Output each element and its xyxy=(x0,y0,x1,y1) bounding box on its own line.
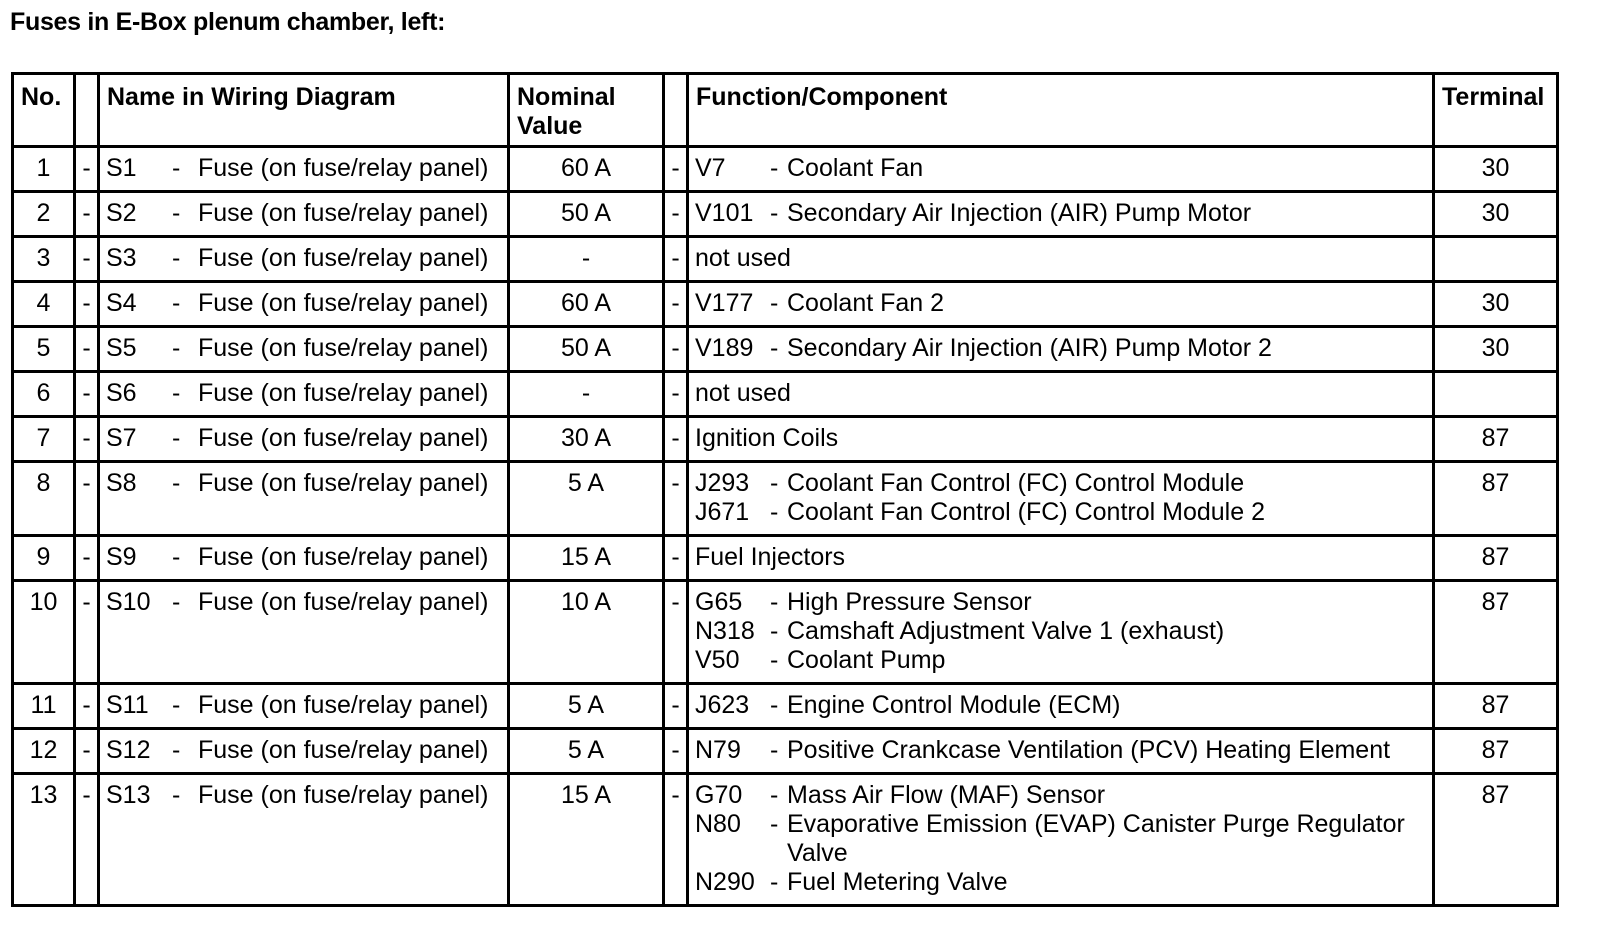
fuse-number: 8 xyxy=(13,462,75,536)
wiring-name-cell xyxy=(99,417,509,462)
component-description: Evaporative Emission (EVAP) Canister Purge Regulator Valve xyxy=(787,810,1405,867)
terminal: 30 xyxy=(1434,327,1558,372)
component-separator: - xyxy=(769,469,779,497)
dash-separator: - xyxy=(75,327,99,372)
terminal: 87 xyxy=(1434,684,1558,729)
component-code xyxy=(695,617,787,646)
fuse-number: 7 xyxy=(13,417,75,462)
fuse-code: S6 xyxy=(106,379,137,407)
nominal-value: 10 A xyxy=(509,581,664,684)
name-separator: - xyxy=(172,334,181,362)
function-cell xyxy=(688,327,1434,372)
header-terminal: Terminal xyxy=(1434,74,1558,147)
table-row xyxy=(13,581,1558,684)
component-id: V7 xyxy=(695,154,726,182)
component-code xyxy=(695,646,787,675)
dash-separator: - xyxy=(75,372,99,417)
component-description: Coolant Fan Control (FC) Control Module 2 xyxy=(787,498,1265,526)
function-cell xyxy=(688,729,1434,774)
nominal-value: 60 A xyxy=(509,282,664,327)
table-row xyxy=(13,237,1558,282)
wiring-name-cell xyxy=(99,536,509,581)
component-code xyxy=(695,588,787,617)
dash-separator: - xyxy=(664,729,688,774)
component-code xyxy=(695,868,787,897)
component-separator: - xyxy=(769,691,779,719)
terminal xyxy=(1434,237,1558,282)
fuse-number: 4 xyxy=(13,282,75,327)
component-separator: - xyxy=(769,646,779,674)
fuse-description: Fuse (on fuse/relay panel) xyxy=(198,334,489,362)
function-line xyxy=(695,617,1432,646)
component-separator: - xyxy=(769,498,779,526)
component-separator: - xyxy=(769,736,779,764)
function-cell xyxy=(688,147,1434,192)
dash-separator: - xyxy=(75,417,99,462)
dash-separator: - xyxy=(75,684,99,729)
table-row xyxy=(13,147,1558,192)
component-description: Secondary Air Injection (AIR) Pump Motor xyxy=(787,199,1252,227)
nominal-value: 15 A xyxy=(509,774,664,906)
dash-separator: - xyxy=(75,192,99,237)
component-description: Coolant Fan 2 xyxy=(787,289,945,317)
fuse-number: 5 xyxy=(13,327,75,372)
table-row xyxy=(13,774,1558,906)
function-line xyxy=(695,154,1432,183)
component-id: V101 xyxy=(695,199,754,227)
dash-separator: - xyxy=(664,417,688,462)
function-line xyxy=(695,868,1432,897)
component-id: V189 xyxy=(695,334,754,362)
component-id: N79 xyxy=(695,736,741,764)
nominal-value: 30 A xyxy=(509,417,664,462)
wiring-name-cell xyxy=(99,774,509,906)
fuse-description: Fuse (on fuse/relay panel) xyxy=(198,289,489,317)
terminal: 87 xyxy=(1434,581,1558,684)
dash-separator: - xyxy=(75,147,99,192)
component-separator: - xyxy=(769,334,779,362)
fuse-description: Fuse (on fuse/relay panel) xyxy=(198,781,489,809)
name-separator: - xyxy=(172,691,181,719)
nominal-value: 5 A xyxy=(509,462,664,536)
component-code xyxy=(695,498,787,527)
component-code xyxy=(695,289,787,318)
component-code xyxy=(695,334,787,363)
header-spacer xyxy=(664,74,688,147)
dash-separator: - xyxy=(75,282,99,327)
fuse-table xyxy=(11,72,1559,907)
function-line xyxy=(695,469,1432,498)
component-id: G70 xyxy=(695,781,743,809)
name-separator: - xyxy=(172,736,181,764)
fuse-code: S8 xyxy=(106,469,137,497)
component-description: Secondary Air Injection (AIR) Pump Motor 2 xyxy=(787,334,1272,362)
name-separator: - xyxy=(172,424,181,452)
component-separator: - xyxy=(769,810,779,838)
wiring-name-cell xyxy=(99,729,509,774)
table-header-row xyxy=(13,74,1558,147)
component-separator: - xyxy=(769,868,779,896)
dash-separator: - xyxy=(664,462,688,536)
terminal: 87 xyxy=(1434,462,1558,536)
function-cell xyxy=(688,372,1434,417)
function-line xyxy=(695,498,1432,527)
name-separator: - xyxy=(172,199,181,227)
component-code xyxy=(695,199,787,228)
component-code xyxy=(695,154,787,183)
table-row xyxy=(13,327,1558,372)
fuse-number: 10 xyxy=(13,581,75,684)
component-code xyxy=(695,469,787,498)
component-description: Fuel Metering Valve xyxy=(787,868,1008,896)
dash-separator: - xyxy=(664,684,688,729)
wiring-name-cell xyxy=(99,147,509,192)
fuse-description: Fuse (on fuse/relay panel) xyxy=(198,469,489,497)
fuse-description: Fuse (on fuse/relay panel) xyxy=(198,199,489,227)
component-id: N290 xyxy=(695,868,755,896)
fuse-code: S5 xyxy=(106,334,137,362)
header-spacer xyxy=(75,74,99,147)
fuse-description: Fuse (on fuse/relay panel) xyxy=(198,154,489,182)
dash-separator: - xyxy=(664,237,688,282)
dash-separator: - xyxy=(664,192,688,237)
wiring-name-cell xyxy=(99,192,509,237)
function-line xyxy=(695,588,1432,617)
dash-separator: - xyxy=(75,729,99,774)
nominal-value: 5 A xyxy=(509,729,664,774)
fuse-number: 6 xyxy=(13,372,75,417)
wiring-name-cell xyxy=(99,327,509,372)
dash-separator: - xyxy=(664,147,688,192)
table-row xyxy=(13,729,1558,774)
wiring-name-cell xyxy=(99,237,509,282)
function-line xyxy=(695,379,1432,408)
fuse-description: Fuse (on fuse/relay panel) xyxy=(198,424,489,452)
fuse-description: Fuse (on fuse/relay panel) xyxy=(198,244,489,272)
wiring-name-cell xyxy=(99,581,509,684)
dash-separator: - xyxy=(664,774,688,906)
component-separator: - xyxy=(769,617,779,645)
fuse-description: Fuse (on fuse/relay panel) xyxy=(198,736,489,764)
wiring-name-cell xyxy=(99,282,509,327)
fuse-code: S12 xyxy=(106,736,151,764)
fuse-code: S9 xyxy=(106,543,137,571)
name-separator: - xyxy=(172,469,181,497)
name-separator: - xyxy=(172,289,181,317)
fuse-description: Fuse (on fuse/relay panel) xyxy=(198,588,489,616)
component-description: not used xyxy=(695,244,791,272)
page-title: Fuses in E-Box plenum chamber, left: xyxy=(10,8,446,36)
component-description: Positive Crankcase Ventilation (PCV) Heating Element xyxy=(787,736,1391,764)
fuse-code: S4 xyxy=(106,289,137,317)
dash-separator: - xyxy=(75,237,99,282)
function-line xyxy=(695,244,1432,273)
function-line xyxy=(695,646,1432,675)
dash-separator: - xyxy=(75,462,99,536)
component-description: High Pressure Sensor xyxy=(787,588,1032,616)
component-separator: - xyxy=(769,289,779,317)
table-row xyxy=(13,684,1558,729)
dash-separator: - xyxy=(664,372,688,417)
dash-separator: - xyxy=(75,536,99,581)
component-id: N80 xyxy=(695,810,741,838)
header-name: Name in Wiring Diagram xyxy=(99,74,509,147)
terminal: 30 xyxy=(1434,192,1558,237)
terminal: 87 xyxy=(1434,536,1558,581)
function-line xyxy=(695,334,1432,363)
dash-separator: - xyxy=(664,282,688,327)
function-cell xyxy=(688,581,1434,684)
function-line xyxy=(695,199,1432,228)
function-line xyxy=(695,810,1432,868)
fuse-code: S3 xyxy=(106,244,137,272)
terminal: 30 xyxy=(1434,282,1558,327)
component-description: Camshaft Adjustment Valve 1 (exhaust) xyxy=(787,617,1225,645)
fuse-number: 1 xyxy=(13,147,75,192)
function-cell xyxy=(688,462,1434,536)
function-line xyxy=(695,781,1432,810)
header-function: Function/Component xyxy=(688,74,1434,147)
dash-separator: - xyxy=(664,536,688,581)
function-cell xyxy=(688,417,1434,462)
name-separator: - xyxy=(172,379,181,407)
component-separator: - xyxy=(769,199,779,227)
function-line xyxy=(695,289,1432,318)
nominal-value: 50 A xyxy=(509,327,664,372)
component-id: J623 xyxy=(695,691,750,719)
fuse-code: S11 xyxy=(106,691,149,719)
terminal: 30 xyxy=(1434,147,1558,192)
table-row xyxy=(13,192,1558,237)
component-description: Ignition Coils xyxy=(695,424,839,452)
fuse-number: 9 xyxy=(13,536,75,581)
function-line xyxy=(695,691,1432,720)
function-cell xyxy=(688,282,1434,327)
nominal-value: 60 A xyxy=(509,147,664,192)
fuse-number: 2 xyxy=(13,192,75,237)
header-no: No. xyxy=(13,74,75,147)
fuse-number: 12 xyxy=(13,729,75,774)
function-line xyxy=(695,543,1432,572)
component-description: Coolant Fan xyxy=(787,154,924,182)
component-description: not used xyxy=(695,379,791,407)
function-cell xyxy=(688,237,1434,282)
fuse-description: Fuse (on fuse/relay panel) xyxy=(198,379,489,407)
table-row xyxy=(13,372,1558,417)
wiring-name-cell xyxy=(99,462,509,536)
name-separator: - xyxy=(172,154,181,182)
wiring-name-cell xyxy=(99,372,509,417)
component-code xyxy=(695,810,787,868)
function-cell xyxy=(688,684,1434,729)
fuse-code: S2 xyxy=(106,199,137,227)
fuse-number: 11 xyxy=(13,684,75,729)
name-separator: - xyxy=(172,543,181,571)
dash-separator: - xyxy=(75,581,99,684)
nominal-value: 15 A xyxy=(509,536,664,581)
component-id: V177 xyxy=(695,289,754,317)
component-description: Coolant Pump xyxy=(787,646,946,674)
nominal-value: 5 A xyxy=(509,684,664,729)
header-nominal-value: Nominal Value xyxy=(509,74,664,147)
component-id: N318 xyxy=(695,617,755,645)
component-id: J293 xyxy=(695,469,750,497)
table-row xyxy=(13,462,1558,536)
function-cell xyxy=(688,192,1434,237)
terminal: 87 xyxy=(1434,729,1558,774)
fuse-number: 3 xyxy=(13,237,75,282)
fuse-number: 13 xyxy=(13,774,75,906)
component-id: G65 xyxy=(695,588,743,616)
name-separator: - xyxy=(172,781,181,809)
component-description: Mass Air Flow (MAF) Sensor xyxy=(787,781,1106,809)
fuse-description: Fuse (on fuse/relay panel) xyxy=(198,543,489,571)
component-code xyxy=(695,781,787,810)
table-row xyxy=(13,417,1558,462)
terminal: 87 xyxy=(1434,417,1558,462)
nominal-value: 50 A xyxy=(509,192,664,237)
fuse-description: Fuse (on fuse/relay panel) xyxy=(198,691,489,719)
nominal-value: - xyxy=(509,372,664,417)
wiring-name-cell xyxy=(99,684,509,729)
fuse-code: S10 xyxy=(106,588,151,616)
fuse-code: S13 xyxy=(106,781,151,809)
terminal: 87 xyxy=(1434,774,1558,906)
nominal-value: - xyxy=(509,237,664,282)
component-id: J671 xyxy=(695,498,750,526)
dash-separator: - xyxy=(664,581,688,684)
name-separator: - xyxy=(172,244,181,272)
fuse-code: S1 xyxy=(106,154,137,182)
dash-separator: - xyxy=(664,327,688,372)
dash-separator: - xyxy=(75,774,99,906)
name-separator: - xyxy=(172,588,181,616)
table-row xyxy=(13,282,1558,327)
component-separator: - xyxy=(769,588,779,616)
table-row xyxy=(13,536,1558,581)
component-id: V50 xyxy=(695,646,740,674)
component-description: Coolant Fan Control (FC) Control Module xyxy=(787,469,1245,497)
component-description: Engine Control Module (ECM) xyxy=(787,691,1121,719)
component-code xyxy=(695,736,787,765)
component-description: Fuel Injectors xyxy=(695,543,846,571)
function-cell xyxy=(688,774,1434,906)
function-line xyxy=(695,736,1432,765)
function-cell xyxy=(688,536,1434,581)
terminal xyxy=(1434,372,1558,417)
component-separator: - xyxy=(769,154,779,182)
fuse-code: S7 xyxy=(106,424,137,452)
component-separator: - xyxy=(769,781,779,809)
function-line xyxy=(695,424,1432,453)
component-code xyxy=(695,691,787,720)
